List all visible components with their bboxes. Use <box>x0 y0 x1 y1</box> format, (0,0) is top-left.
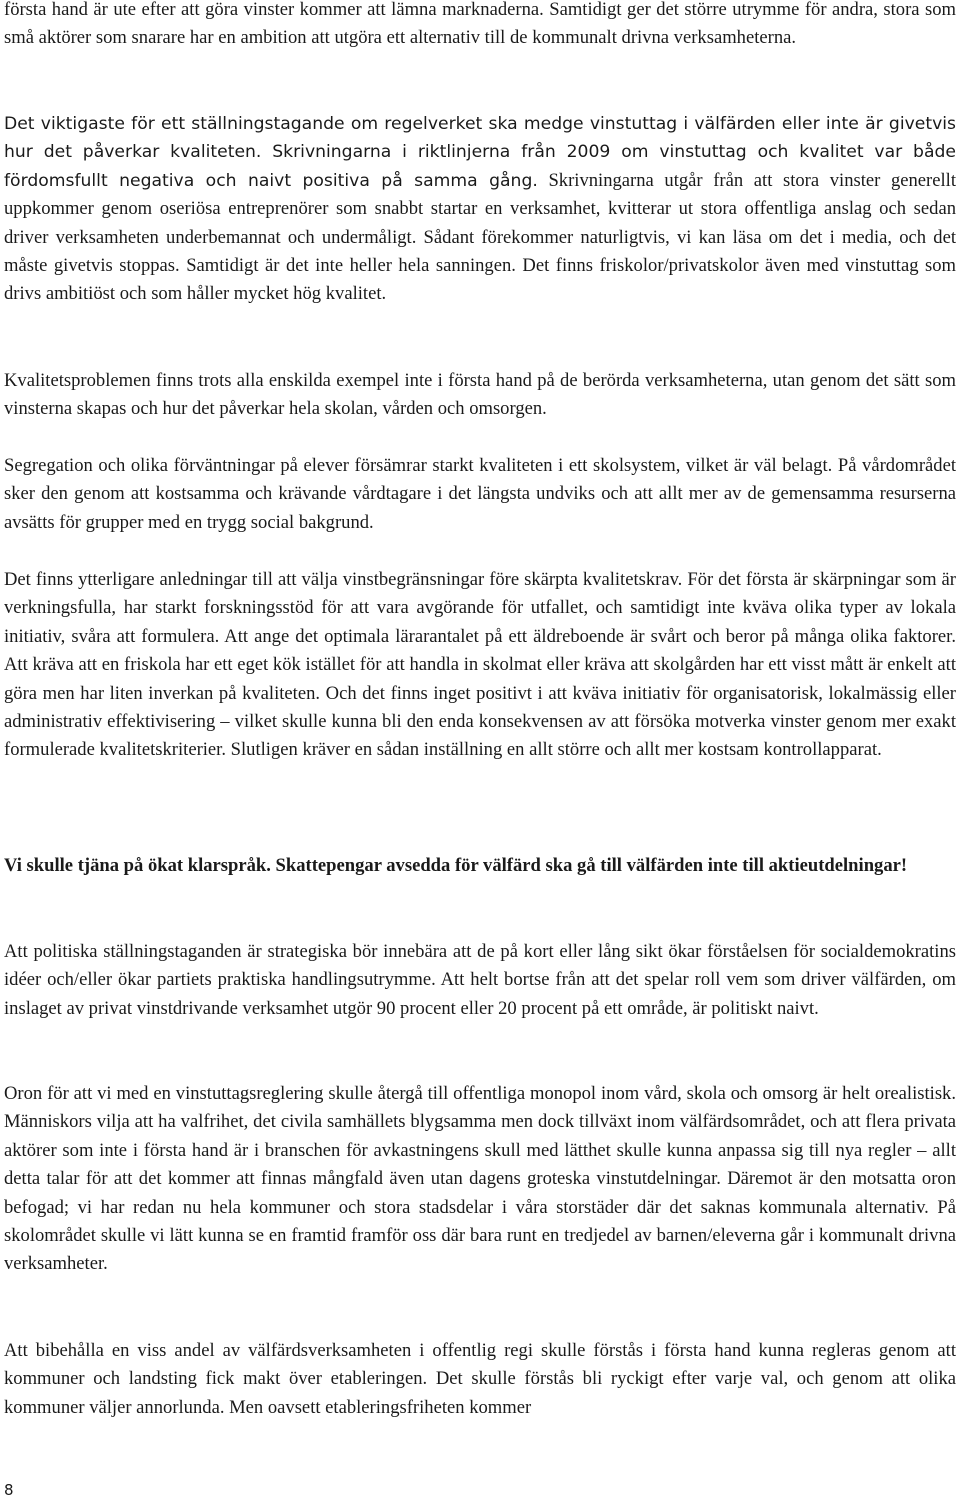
paragraph-monopoly-concern: Oron för att vi med en vinstuttagsreglering skulle återgå till offentliga monopol inom vård, skola och omsorg är helt orealistisk. Människors vilja att ha valfrihet, det civila samhällets blygsamma men dock tillväxt inom välfärdsområdet, och att flera privata aktörer som inte i första hand är i branschen för avkastningens skull med lätthet skulle kunna anpassa sig till nya regler – allt detta talar för att det kommer att finnas mångfald även utan dagens groteska vinstutdelningar. Däremot är den motsatta oron befogad; vi har redan nu hela kommuner och stora stadsdelar i våra storstäder där det saknas kommunala alternativ. På skolområdet skulle vi lätt kunna se en framtid framför oss där bara runt en tredjedel av barnen/eleverna går i kommunalt drivna verksamheter. <box>4 1083 956 1275</box>
paragraph-quality-stance-body: Skrivningarna utgår från att stora vinster generellt uppkommer genom oseriösa entreprenörer som snabbt startar en verksamhet, kvitterar ut stora offentliga anslag och sedan driver verksamheten underbemannat och undermåligt. Sådant förekommer naturligtvis, vi kan läsa om det i media, och det måste givetvis stoppas. Samtidigt är det inte heller hela sanningen. Det finns friskolor/privatskolor även med vinstuttag som drivs ambitiöst och som håller mycket hög kvalitet. <box>4 169 956 305</box>
paragraph-quality-stance <box>4 110 956 309</box>
paragraph-continued: första hand är ute efter att göra vinster kommer att lämna marknaderna. Samtidigt ger det större utrymme för andra, stora som små aktörer som snarare har en ambition att utgöra ett alternativ till de kommunalt drivna verksamheterna. <box>4 0 956 49</box>
page-number: 8 <box>4 1481 14 1499</box>
paragraph-profit-limits: Det finns ytterligare anledningar till att välja vinstbegränsningar före skärpta kvalitetskrav. För det första är skärpningar som är verkningsfulla, har starkt forskningsstöd för att vara avgörande för utfallet, och samtidigt inte kväva olika typer av lokala initiativ, svåra att formulera. Att ange det optimala lärarantalet på ett äldreboende är svårt och beror på många olika faktorer. Att kräva att en friskola har ett eget kök istället för att handla in skolmat eller kräva att skolgården har ett visst mått är enkelt att göra men har liten inverkan på kvaliteten. Och det finns inget positivt i att kväva initiativ för organisatorisk, lokalmässig eller administrativ effektivisering – vilket skulle kunna bli den enda konsekvensen av att försöka motverka vinster genom mer exakt formulerade kvalitetskriterier. Slutligen kräver en sådan inställning en allt större och allt mer kostsam kontrollapparat. <box>4 569 956 761</box>
paragraph-political-strategy: Att politiska ställningstaganden är strategiska bör innebära att de på kort eller lång sikt ökar förståelsen för socialdemokratins idéer och/eller ökar partiets praktiska handlingsutrymme. Att helt bortse från att det spelar roll vem som driver välfärden, om inslaget av privat vinstdrivande verksamhet utgör 90 procent eller 20 procent på ett område, är politiskt naivt. <box>4 941 956 1019</box>
paragraph-segregation: Segregation och olika förväntningar på elever försämrar starkt kvaliteten i ett skolsystem, vilket är väl belagt. På vårdområdet sker den genom att kostsamma och krävande vårdtagare i det längsta undviks och att allt mer av de gemensamma resurserna avsätts för grupper med en trygg social bakgrund. <box>4 455 956 533</box>
paragraph-quality-stance-lead: Det viktigaste för ett ställningstagande om regelverket ska medge vinstuttag i välfärden eller inte är givetvis hur det påverkar kvaliteten. <box>4 114 956 163</box>
paragraph-quality-problems: Kvalitetsproblemen finns trots alla enskilda exempel inte i första hand på de berörda verksamheterna, utan genom det sätt som vinsterna skapas och hur det påverkar hela skolan, vården och omsorgen. <box>4 370 956 420</box>
paragraph-public-share: Att bibehålla en viss andel av välfärdsverksamheten i offentlig regi skulle förstås i första hand kunna regleras genom att kommuner och landsting fick makt över etableringen. Det skulle förstås bli ryckigt efter varje val, och genom att olika kommuner väljer annorlunda. Men oavsett etableringsfriheten kommer <box>4 1340 956 1418</box>
section-heading: Vi skulle tjäna på ökat klarspråk. Skattepengar avsedda för välfärd ska gå till välfärden inte till aktieutdelningar! <box>4 855 908 876</box>
paragraph-quality-stance-guidelines: Skrivningarna i riktlinjerna från 2009 om vinstuttag och kvalitet var både fördomsfullt negativa och naivt positiva på samma gång. <box>4 142 956 191</box>
